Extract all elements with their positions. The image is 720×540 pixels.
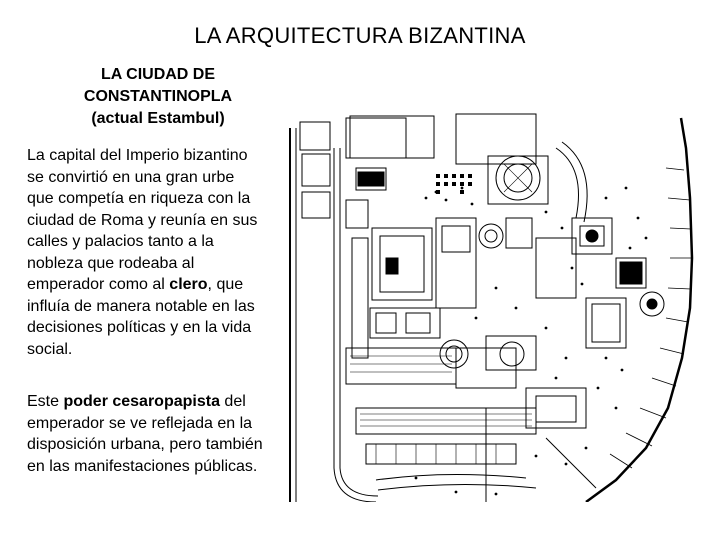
paragraph-cesaropapista-text-b: del emperador se ve reflejada en la disposición urbana, pero también en las manifestaciones públicas. [27, 393, 263, 475]
paragraph-capital-text-a: La capital del Imperio bizantino se convirtió en una gran urbe que competía en riqueza con la ciudad de Roma y reunía en sus calles y palacios tanto a la nobleza que rodeaba al emperador como al [27, 147, 258, 293]
subtitle [40, 64, 276, 130]
subtitle-line-1: LA CIUDAD DE [100, 66, 216, 83]
paragraph-cesaropapista [27, 391, 263, 477]
paragraph-capital-text-b: , que influía de manera notable en las decisiones políticas y en la vida social. [27, 276, 255, 358]
paragraph-cesaropapista-bold: poder cesaropapista [63, 393, 220, 410]
subtitle-line-2: CONSTANTINOPLA [83, 88, 233, 105]
paragraph-cesaropapista-text-a: Este [27, 393, 64, 410]
subtitle-line-3: (actual Estambul) [91, 110, 225, 127]
slide-title: LA ARQUITECTURA BIZANTINA [194, 23, 526, 48]
city-plan-illustration [286, 108, 700, 502]
paragraph-capital-bold: clero [169, 276, 208, 293]
paragraph-capital [27, 145, 263, 360]
